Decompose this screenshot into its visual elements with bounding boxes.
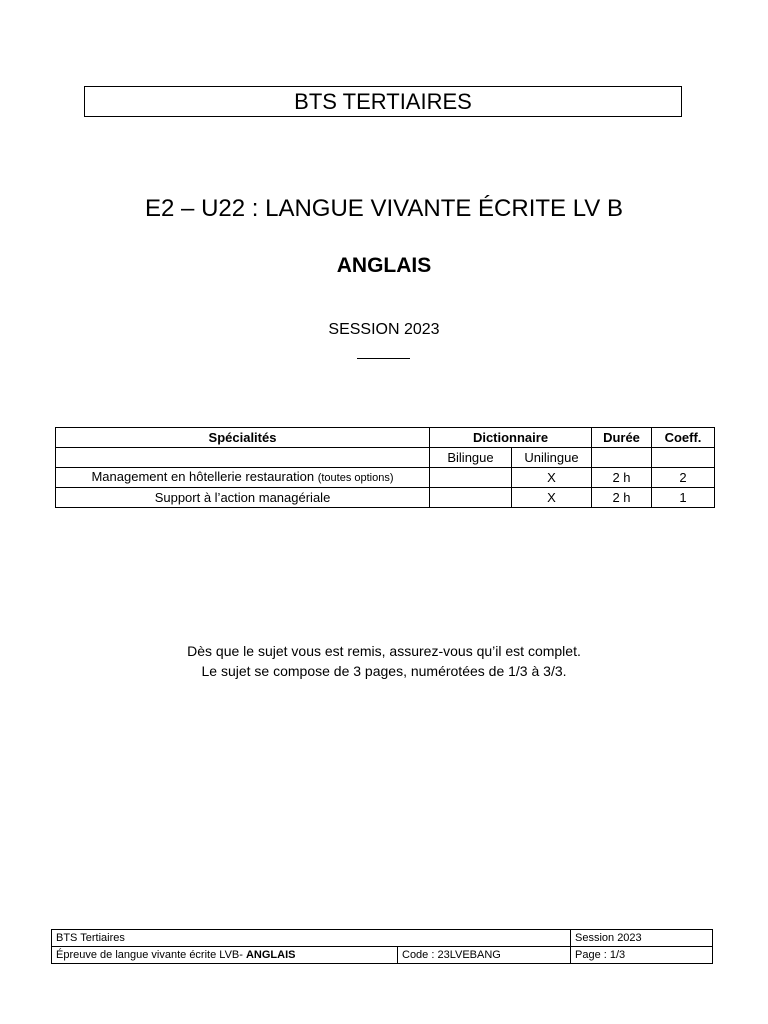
table-header-row bbox=[56, 428, 715, 448]
row-bilingue bbox=[430, 488, 512, 508]
row-unilingue: X bbox=[512, 468, 592, 488]
row-unilingue: X bbox=[512, 488, 592, 508]
footer-code: Code : 23LVEBANG bbox=[398, 947, 571, 964]
subheader-empty bbox=[592, 448, 652, 468]
footer-epreuve bbox=[52, 947, 398, 964]
col-header-duree: Durée bbox=[592, 428, 652, 448]
separator-line bbox=[357, 358, 410, 359]
row-bilingue bbox=[430, 468, 512, 488]
subheader-empty bbox=[56, 448, 430, 468]
row-specialite-note: (toutes options) bbox=[317, 472, 394, 484]
row-coeff: 1 bbox=[652, 488, 715, 508]
notice-line-2: Le sujet se compose de 3 pages, numérotées de 1/3 à 3/3. bbox=[201, 663, 567, 679]
footer-row bbox=[52, 947, 713, 964]
notice-line-1: Dès que le sujet vous est remis, assurez-vous qu’il est complet. bbox=[187, 643, 581, 659]
row-coeff: 2 bbox=[652, 468, 715, 488]
header-title-box bbox=[84, 86, 682, 117]
table-subheader-row bbox=[56, 448, 715, 468]
subheader-unilingue: Unilingue bbox=[512, 448, 592, 468]
row-duree: 2 h bbox=[592, 488, 652, 508]
footer-epreuve-prefix: Épreuve de langue vivante écrite LVB- bbox=[56, 948, 246, 961]
footer-row bbox=[52, 930, 713, 947]
header-title: BTS TERTIAIRES bbox=[294, 89, 472, 114]
col-header-dictionnaire: Dictionnaire bbox=[430, 428, 592, 448]
exam-session: SESSION 2023 bbox=[328, 321, 440, 338]
row-specialite bbox=[56, 468, 430, 488]
subheader-bilingue: Bilingue bbox=[430, 448, 512, 468]
subheader-empty bbox=[652, 448, 715, 468]
specialites-table bbox=[55, 427, 715, 508]
row-duree: 2 h bbox=[592, 468, 652, 488]
footer-bts: BTS Tertiaires bbox=[52, 930, 571, 947]
row-specialite bbox=[56, 488, 430, 508]
exam-subject: ANGLAIS bbox=[336, 254, 432, 277]
footer-table bbox=[51, 929, 713, 964]
notice-text bbox=[0, 641, 768, 681]
footer-epreuve-subject: ANGLAIS bbox=[245, 948, 296, 961]
col-header-specialites: Spécialités bbox=[56, 428, 430, 448]
row-specialite-name: Support à l’action managériale bbox=[154, 489, 331, 505]
exam-title: E2 – U22 : LANGUE VIVANTE ÉCRITE LV B bbox=[145, 195, 623, 222]
footer-page: Page : 1/3 bbox=[571, 947, 713, 964]
row-specialite-name: Management en hôtellerie restauration bbox=[91, 469, 315, 484]
table-row bbox=[56, 488, 715, 508]
footer-session: Session 2023 bbox=[571, 930, 713, 947]
col-header-coeff: Coeff. bbox=[652, 428, 715, 448]
table-row bbox=[56, 468, 715, 488]
